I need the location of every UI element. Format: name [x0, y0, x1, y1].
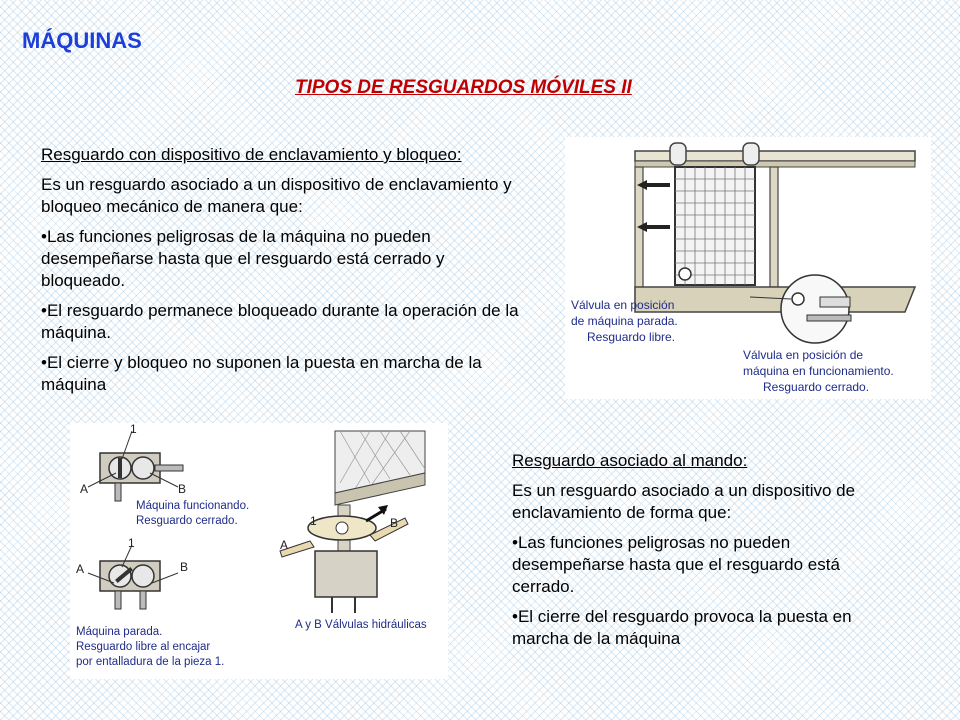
section1-heading: Resguardo con dispositivo de enclavamiento y bloqueo: [41, 145, 462, 164]
fig2-caption-stopped-line: Resguardo libre al encajar [76, 641, 211, 653]
fig1-caption-running-line: Válvula en posición de [743, 348, 864, 362]
fig2-label-a: A [76, 562, 85, 576]
fig2-caption-running-line: Resguardo cerrado. [136, 515, 238, 527]
section-interlock-lock [41, 144, 526, 404]
fig1-caption-stopped-line: Resguardo libre. [587, 330, 676, 344]
valve-mechanism-illustration [70, 423, 448, 679]
section-control-guard [512, 450, 907, 658]
page-title: MÁQUINAS [22, 28, 142, 53]
section2-bullet: •Las funciones peligrosas no pueden desempeñarse hasta que el resguardo está cerrado. [512, 533, 840, 596]
fig1-caption-stopped-line: Válvula en posición [571, 298, 675, 312]
fig1-caption-running-line: máquina en funcionamiento. [743, 364, 894, 378]
page-subtitle: TIPOS DE RESGUARDOS MÓVILES II [295, 77, 632, 98]
section1-bullet: •El resguardo permanece bloqueado durante la operación de la máquina. [41, 301, 519, 342]
fig2-caption-running-line: Máquina funcionando. [136, 500, 250, 512]
fig1-caption-running-line: Resguardo cerrado. [763, 380, 870, 394]
sliding-guard-illustration [565, 137, 931, 399]
section2-heading: Resguardo asociado al mando: [512, 451, 748, 470]
section2-bullet: •El cierre del resguardo provoca la puesta en marcha de la máquina [512, 607, 852, 648]
guard-valve-assembly [280, 431, 425, 613]
fig2-label-a: A [280, 538, 289, 552]
fig2-label-a: A [80, 482, 89, 496]
fig2-label-1: 1 [130, 423, 137, 436]
section2-intro: Es un resguardo asociado a un dispositivo de enclavamiento de forma que: [512, 481, 856, 522]
fig2-caption-valves: A y B Válvulas hidráulicas [295, 619, 427, 631]
valve-mechanism-figure [70, 423, 448, 679]
fig2-label-1: 1 [128, 536, 135, 550]
valve-running-diagram [88, 431, 183, 501]
fig2-label-1: 1 [310, 514, 317, 528]
fig2-label-b: B [178, 482, 187, 496]
sliding-guard-figure [565, 137, 931, 399]
fig1-caption-stopped-line: de máquina parada. [571, 314, 678, 328]
fig2-label-b: B [180, 560, 189, 574]
fig2-caption-stopped-line: por entalladura de la pieza 1. [76, 656, 225, 668]
section1-bullet: •Las funciones peligrosas de la máquina no pueden desempeñarse hasta que el resguardo está cerrado y bloqueado. [41, 227, 445, 290]
section1-bullet: •El cierre y bloqueo no suponen la puesta en marcha de la máquina [41, 353, 482, 394]
fig2-label-b: B [390, 516, 399, 530]
fig2-caption-stopped-line: Máquina parada. [76, 626, 163, 638]
valve-stopped-diagram [88, 545, 178, 609]
section1-intro: Es un resguardo asociado a un dispositivo de enclavamiento y bloqueo mecánico de manera que: [41, 175, 512, 216]
